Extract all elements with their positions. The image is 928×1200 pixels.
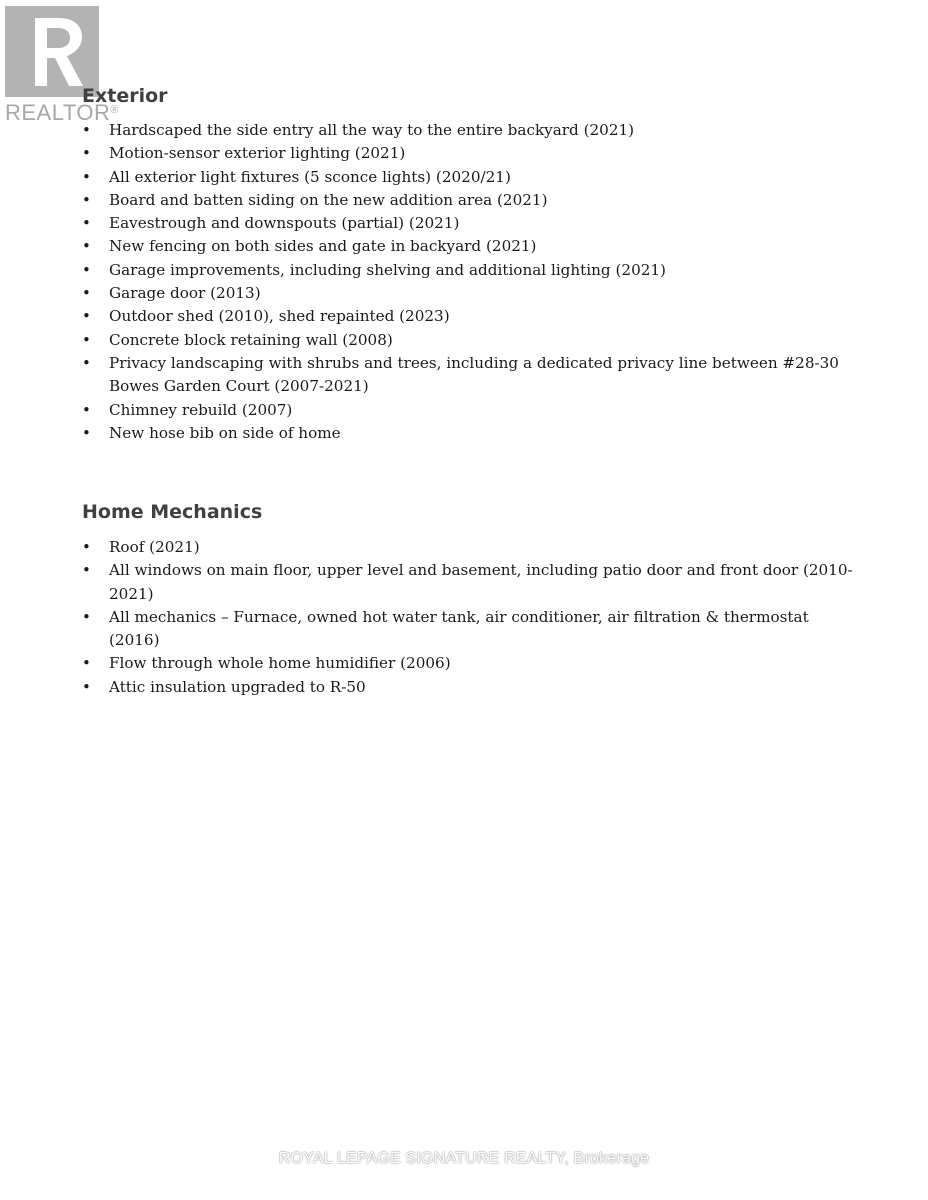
- list-item: • Concrete block retaining wall (2008): [82, 329, 862, 352]
- list-item: • New fencing on both sides and gate in backyard (2021): [82, 235, 862, 258]
- brokerage-watermark: ROYAL LEPAGE SIGNATURE REALTY, Brokerage: [278, 1150, 650, 1167]
- list-item: • Privacy landscaping with shrubs and trees, including a dedicated privacy line between #28-30 Bowes Garden Court (2007-2021): [82, 352, 862, 399]
- exterior-list: [82, 119, 862, 445]
- home-mechanics-list: [82, 536, 862, 699]
- realtor-wordmark: REALTOR®: [5, 100, 119, 125]
- list-item: • Garage improvements, including shelving and additional lighting (2021): [82, 259, 862, 282]
- list-item: • Eavestrough and downspouts (partial) (2021): [82, 212, 862, 235]
- list-item: • All windows on main floor, upper level and basement, including patio door and front door (2010-2021): [82, 559, 862, 606]
- list-item: • Attic insulation upgraded to R-50: [82, 676, 862, 699]
- list-item: • Chimney rebuild (2007): [82, 399, 862, 422]
- section-heading-exterior: Exterior: [82, 85, 168, 107]
- list-item: • Garage door (2013): [82, 282, 862, 305]
- realtor-logo: [5, 6, 119, 128]
- list-item: • Outdoor shed (2010), shed repainted (2023): [82, 305, 862, 328]
- list-item: • Roof (2021): [82, 536, 862, 559]
- registered-mark: ®: [110, 104, 119, 116]
- section-heading-home-mechanics: Home Mechanics: [82, 501, 263, 523]
- list-item: • Board and batten siding on the new addition area (2021): [82, 189, 862, 212]
- list-item: • All mechanics – Furnace, owned hot water tank, air conditioner, air filtration & thermostat (2016): [82, 606, 862, 653]
- list-item: • Flow through whole home humidifier (2006): [82, 652, 862, 675]
- list-item: • New hose bib on side of home: [82, 422, 862, 445]
- list-item: • Motion-sensor exterior lighting (2021): [82, 142, 862, 165]
- list-item: • All exterior light fixtures (5 sconce lights) (2020/21): [82, 166, 862, 189]
- list-item: • Hardscaped the side entry all the way to the entire backyard (2021): [82, 119, 862, 142]
